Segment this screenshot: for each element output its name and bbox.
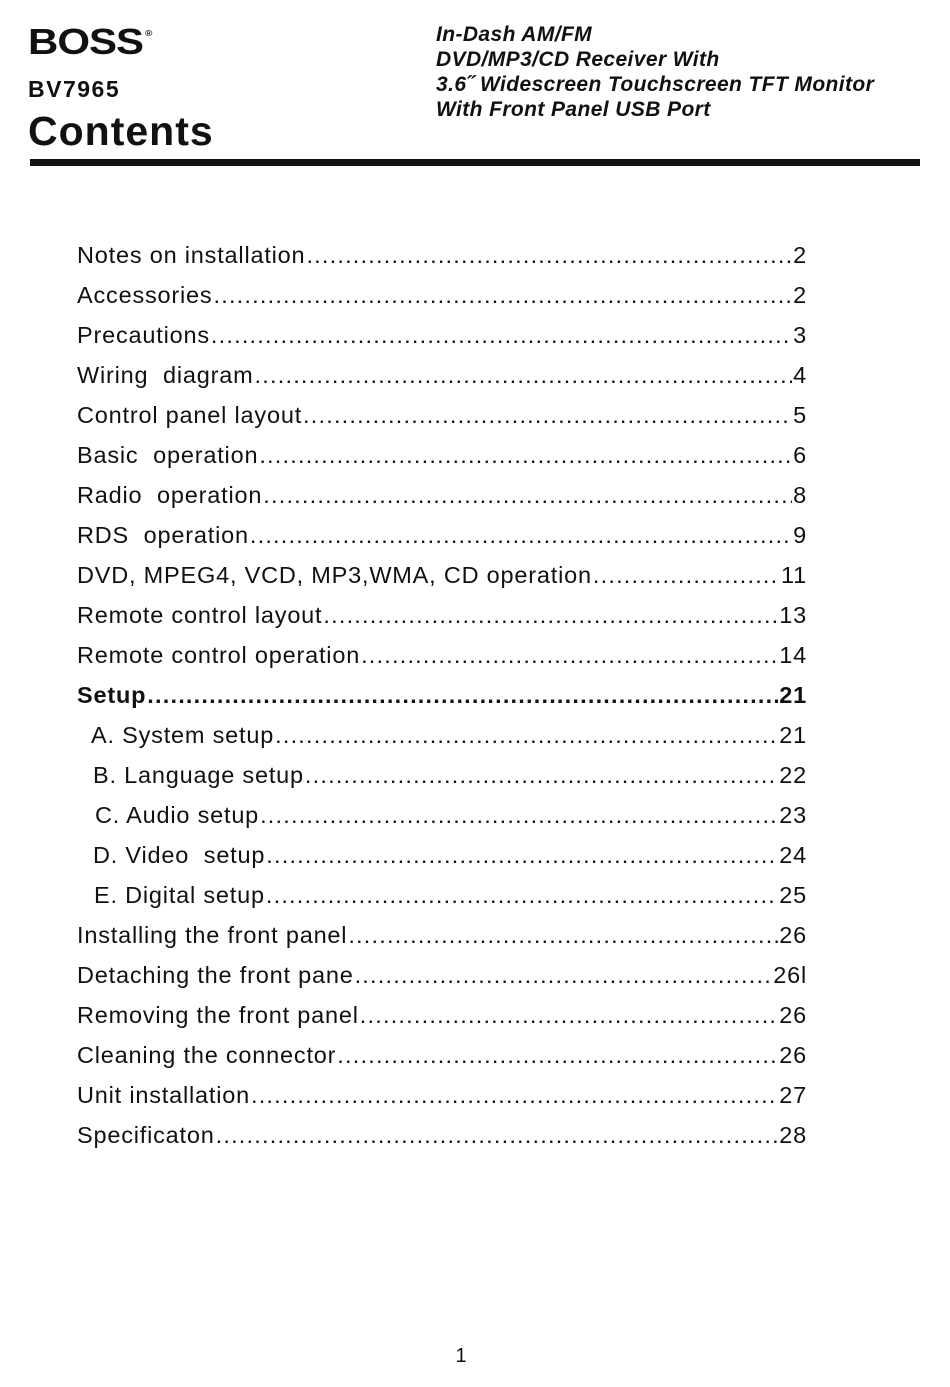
toc-entry-page: 9 <box>793 522 807 548</box>
toc-entry-label: Notes on installation <box>77 242 306 268</box>
toc-entry-page: 3 <box>793 322 807 348</box>
toc-entry-page: 25 <box>779 882 807 908</box>
brand-name: BOSS <box>28 21 144 62</box>
toc-subentry[interactable] <box>77 842 807 882</box>
product-description <box>436 22 936 122</box>
toc-entry-page: 26 <box>779 1042 807 1068</box>
toc-entry-label: Removing the front panel <box>77 1002 359 1028</box>
trademark-symbol: ® <box>145 29 152 39</box>
toc-entry-label: Accessories <box>77 282 213 308</box>
toc-entry-page: 24 <box>779 842 807 868</box>
toc-leader <box>266 842 778 869</box>
toc-subentry[interactable] <box>77 802 807 842</box>
toc-entry-label: Basic operation <box>77 442 259 468</box>
table-of-contents <box>77 242 807 1162</box>
toc-leader <box>147 682 778 709</box>
toc-entry[interactable] <box>77 362 807 402</box>
product-description-line: 3.6˝ Widescreen Touchscreen TFT Monitor <box>436 73 875 96</box>
toc-leader <box>303 402 792 429</box>
toc-entry-page: 8 <box>793 482 807 508</box>
toc-entry-page: 26 <box>779 1002 807 1028</box>
toc-leader <box>355 962 773 989</box>
toc-leader <box>323 602 778 629</box>
toc-entry-label: Cleaning the connector <box>77 1042 337 1068</box>
header-divider <box>30 159 920 166</box>
toc-subentry[interactable] <box>77 882 807 922</box>
toc-entry-label: Specificaton <box>77 1122 215 1148</box>
toc-entry-page: 23 <box>779 802 807 828</box>
toc-leader <box>255 362 793 389</box>
product-description-line: DVD/MP3/CD Receiver With <box>436 48 720 71</box>
toc-entry[interactable] <box>77 1042 807 1082</box>
toc-entry-page: 5 <box>793 402 807 428</box>
toc-leader <box>306 242 792 269</box>
toc-entry[interactable] <box>77 282 807 322</box>
toc-entry-label: B. Language setup <box>93 762 304 788</box>
toc-leader <box>211 322 792 349</box>
toc-entry-label: A. System setup <box>91 722 275 748</box>
toc-entry[interactable] <box>77 962 807 1002</box>
toc-entry[interactable] <box>77 562 807 602</box>
toc-entry-label: DVD, MPEG4, VCD, MP3,WMA, CD operation <box>77 562 592 588</box>
toc-entry-label: Remote control layout <box>77 602 323 628</box>
toc-leader <box>348 922 778 949</box>
toc-entry-label: Precautions <box>77 322 210 348</box>
toc-entry-label: Installing the front panel <box>77 922 348 948</box>
toc-entry[interactable] <box>77 242 807 282</box>
toc-entry-page: 28 <box>779 1122 807 1148</box>
toc-entry-page: 2 <box>793 282 807 308</box>
toc-leader <box>275 722 778 749</box>
toc-leader <box>260 802 778 829</box>
model-number: BV7965 <box>28 76 121 102</box>
toc-leader <box>593 562 780 589</box>
toc-entry-page: 26l <box>773 962 807 988</box>
toc-entry-page: 26 <box>779 922 807 948</box>
toc-entry-label: C. Audio setup <box>95 802 260 828</box>
toc-entry-label: Detaching the front pane <box>77 962 354 988</box>
toc-entry[interactable] <box>77 602 807 642</box>
product-description-line: In-Dash AM/FM <box>436 23 593 46</box>
toc-subentry[interactable] <box>77 722 807 762</box>
toc-leader <box>305 762 778 789</box>
toc-entry-page: 21 <box>779 722 807 748</box>
toc-entry-label: Control panel layout <box>77 402 303 428</box>
toc-entry[interactable] <box>77 322 807 362</box>
toc-entry-label: Unit installation <box>77 1082 250 1108</box>
toc-leader <box>263 482 792 509</box>
toc-leader <box>213 282 792 309</box>
toc-leader <box>361 642 778 669</box>
page-title: Contents <box>28 108 214 154</box>
toc-entry-label: D. Video setup <box>93 842 266 868</box>
toc-entry[interactable] <box>77 642 807 682</box>
boss-logo <box>28 21 152 62</box>
toc-entry[interactable] <box>77 442 807 482</box>
toc-entry[interactable] <box>77 402 807 442</box>
toc-entry-page: 13 <box>779 602 807 628</box>
toc-entry-page: 14 <box>779 642 807 668</box>
toc-entry-page: 2 <box>793 242 807 268</box>
toc-entry-label: E. Digital setup <box>94 882 265 908</box>
toc-subentry[interactable] <box>77 762 807 802</box>
toc-entry[interactable] <box>77 1082 807 1122</box>
toc-entry-page: 27 <box>779 1082 807 1108</box>
toc-entry-page: 21 <box>779 682 807 708</box>
toc-leader <box>337 1042 778 1069</box>
toc-leader <box>251 1082 778 1109</box>
toc-leader <box>266 882 778 909</box>
toc-entry-page: 6 <box>793 442 807 468</box>
toc-entry-label: RDS operation <box>77 522 249 548</box>
toc-entry-label: Wiring diagram <box>77 362 254 388</box>
toc-entry[interactable] <box>77 522 807 562</box>
toc-entry-setup[interactable] <box>77 682 807 722</box>
toc-entry[interactable] <box>77 482 807 522</box>
toc-leader <box>250 522 792 549</box>
toc-entry[interactable] <box>77 1122 807 1162</box>
page-number: 1 <box>455 1345 467 1367</box>
toc-entry[interactable] <box>77 922 807 962</box>
toc-entry[interactable] <box>77 1002 807 1042</box>
toc-leader <box>216 1122 779 1149</box>
toc-entry-label: Remote control operation <box>77 642 361 668</box>
toc-entry-page: 4 <box>793 362 807 388</box>
product-description-line: With Front Panel USB Port <box>436 98 711 121</box>
toc-entry-page: 11 <box>781 562 807 588</box>
toc-entry-page: 22 <box>779 762 807 788</box>
toc-entry-label: Radio operation <box>77 482 263 508</box>
toc-leader <box>360 1002 778 1029</box>
toc-leader <box>259 442 792 469</box>
toc-entry-label: Setup <box>77 682 147 708</box>
